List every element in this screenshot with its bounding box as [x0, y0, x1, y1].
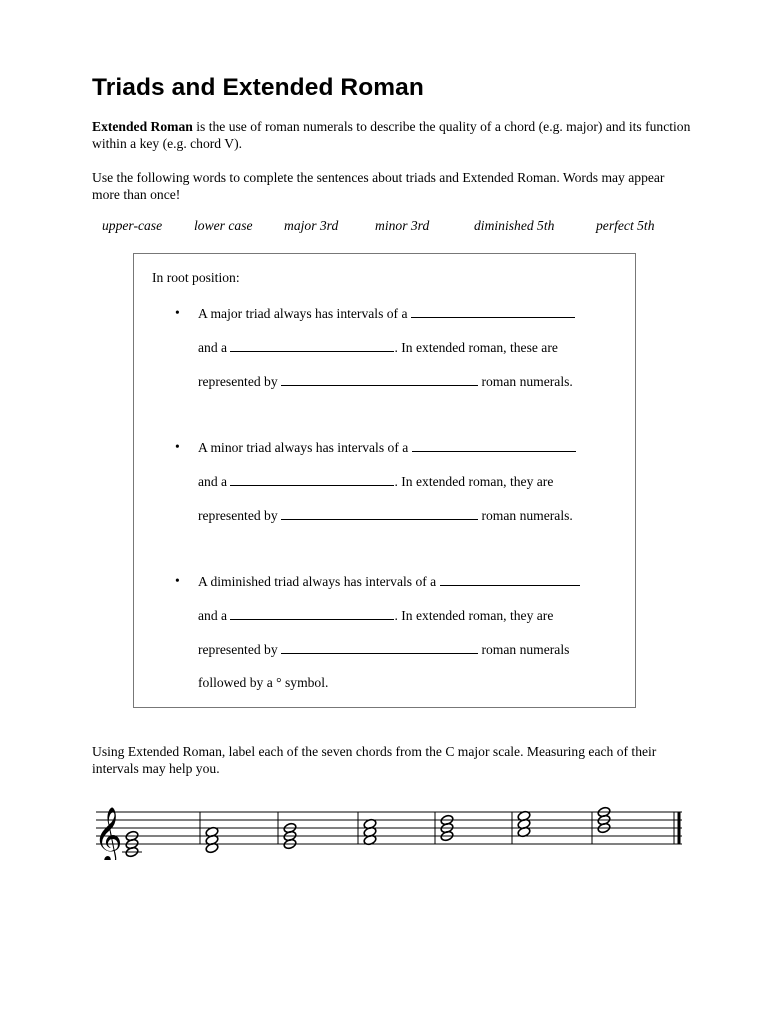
word-bank-item: major 3rd — [284, 218, 339, 233]
intro-term: Extended Roman — [92, 119, 193, 134]
answer-blank[interactable] — [230, 607, 394, 620]
bullet-icon: • — [175, 439, 180, 454]
answer-blank[interactable] — [230, 339, 394, 352]
box-intro: In root position: — [152, 270, 240, 285]
sentence-text: roman numerals. — [481, 374, 573, 389]
task-paragraph: Using Extended Roman, label each of the seven chords from the C major scale. Measuring each of their intervals may help you. — [92, 744, 657, 776]
diminished-triad-line-2 — [198, 607, 553, 624]
treble-clef-icon: 𝄞 — [94, 807, 123, 860]
answer-blank[interactable] — [411, 305, 575, 318]
sentence-text: and a — [198, 474, 228, 489]
word-bank-item: upper-case — [102, 218, 163, 233]
sentence-text: roman numerals — [481, 642, 570, 657]
answer-blank[interactable] — [412, 439, 576, 452]
bullet-icon: • — [175, 305, 180, 320]
minor-triad-line-2 — [198, 473, 553, 490]
sentence-text: . In extended roman, they are — [394, 608, 554, 623]
answer-blank[interactable] — [281, 373, 478, 386]
answer-blank[interactable] — [230, 473, 394, 486]
fill-in-box — [133, 253, 636, 708]
sentence-text: roman numerals. — [481, 508, 573, 523]
answer-blank[interactable] — [440, 573, 580, 586]
major-triad-line-3 — [198, 373, 573, 390]
sentence-text: and a — [198, 340, 228, 355]
word-bank-item: perfect 5th — [596, 218, 655, 233]
sentence-text: represented by — [198, 508, 278, 523]
diminished-triad-line-3 — [198, 641, 569, 658]
word-bank-item: minor 3rd — [375, 218, 430, 233]
sentence-text: A diminished triad always has intervals of a — [198, 574, 437, 589]
page-title: Triads and Extended Roman — [92, 74, 424, 101]
major-triad-line-2 — [198, 339, 558, 356]
sentence-text: represented by — [198, 374, 278, 389]
sentence-text: represented by — [198, 642, 278, 657]
sentence-text: A minor triad always has intervals of a — [198, 440, 409, 455]
sentence-text: and a — [198, 608, 228, 623]
minor-triad-line-3 — [198, 507, 573, 524]
music-staff — [92, 800, 692, 860]
answer-blank[interactable] — [281, 641, 478, 654]
diminished-triad-line-4: followed by a ° symbol. — [198, 675, 329, 690]
intro-text: is the use of roman numerals to describe the quality of a chord (e.g. major) and its function within a key (e.g. chord V). — [92, 119, 691, 151]
sentence-text: . In extended roman, these are — [394, 340, 558, 355]
intro-paragraph — [92, 119, 692, 152]
sentence-text: . In extended roman, they are — [394, 474, 554, 489]
major-triad-line-1 — [198, 305, 575, 322]
instructions-paragraph: Use the following words to complete the sentences about triads and Extended Roman. Words may appear more than once! — [92, 170, 665, 202]
word-bank — [0, 218, 768, 236]
staff-svg — [92, 800, 692, 860]
diminished-triad-line-1 — [198, 573, 580, 590]
sentence-text: A major triad always has intervals of a — [198, 306, 408, 321]
bullet-icon: • — [175, 573, 180, 588]
word-bank-item: diminished 5th — [474, 218, 555, 233]
minor-triad-line-1 — [198, 439, 576, 456]
word-bank-item: lower case — [194, 218, 253, 233]
answer-blank[interactable] — [281, 507, 478, 520]
